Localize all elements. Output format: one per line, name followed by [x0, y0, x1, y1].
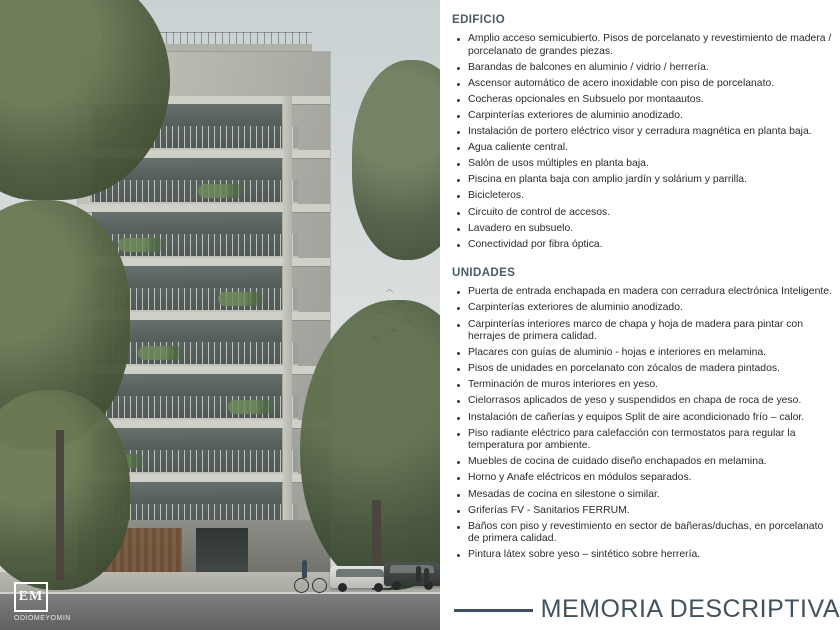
bird-icon: ︿ [404, 316, 411, 323]
logo-monogram: EM [14, 582, 48, 612]
car-wheel [374, 583, 383, 592]
car-window [336, 569, 384, 577]
list-item: Carpinterías interiores marco de chapa y hoja de madera para pintar con herrajes de primera calidad. [452, 319, 834, 344]
list-item: Muebles de cocina de cuidado diseño enchapados en melamina. [452, 456, 834, 469]
bird-icon: ︿ [378, 308, 385, 315]
facade-pillar [283, 258, 292, 312]
bird-icon: ︿ [386, 286, 393, 293]
list-item: Conectividad por fibra óptica. [452, 239, 834, 252]
floor-slab [78, 204, 330, 212]
cyclist [302, 560, 307, 578]
list-item: Bicicleteros. [452, 190, 834, 203]
balcony-railing [88, 180, 298, 204]
footer [440, 595, 840, 624]
tree-trunk [56, 430, 64, 580]
list-item: Instalación de cañerías y equipos Split de aire acondicionado frío – calor. [452, 412, 834, 425]
specifications-panel [440, 0, 840, 630]
list-item: Pisos de unidades en porcelanato con zócalos de madera pintados. [452, 363, 834, 376]
facade-pillar [283, 312, 292, 366]
floor-slab [78, 420, 330, 428]
pedestrian [416, 566, 421, 582]
edificio-list [452, 33, 834, 251]
bird-icon: ︿ [372, 334, 379, 341]
list-item: Piso radiante eléctrico para calefacción con termostatos para regular la temperatura por ambiente. [452, 428, 834, 453]
list-item: Pintura látex sobre yeso – sintético sobre herrería. [452, 549, 834, 562]
pedestrian [424, 568, 429, 584]
planter-greenery [218, 292, 264, 306]
footer-title: MEMORIA DESCRIPTIVA [540, 595, 840, 623]
planter-greenery [118, 238, 164, 252]
logo-wordmark: ODIOMEYOMIN [14, 615, 71, 622]
list-item: Lavadero en subsuelo. [452, 223, 834, 236]
list-item: Baños con piso y revestimiento en sector de bañeras/duchas, en porcelanato de primera calidad. [452, 521, 834, 546]
list-item: Salón de usos múltiples en planta baja. [452, 158, 834, 171]
facade-pillar [283, 366, 292, 420]
section-title-edificio: EDIFICIO [452, 14, 506, 26]
list-item: Griferías FV - Sanitarios FERRUM. [452, 505, 834, 518]
list-item: Terminación de muros interiores en yeso. [452, 379, 834, 392]
bicycle-wheel [294, 578, 309, 593]
parked-car [384, 562, 440, 586]
facade-pillar [283, 96, 292, 150]
section-title-unidades: UNIDADES [452, 267, 516, 280]
facade-pillar [283, 150, 292, 204]
footer-divider [454, 609, 533, 612]
list-item: Carpinterías exteriores de aluminio anodizado. [452, 110, 834, 123]
facade-pillar [283, 204, 292, 258]
bicycle-wheel [312, 578, 327, 593]
list-item: Horno y Anafe eléctricos en módulos separados. [452, 472, 834, 485]
list-item: Piscina en planta baja con amplio jardín y solárium y parrilla. [452, 174, 834, 187]
list-item: Carpinterías exteriores de aluminio anodizado. [452, 302, 834, 315]
planter-greenery [228, 400, 274, 414]
list-item: Agua caliente central. [452, 142, 834, 155]
bird-icon: ︿ [390, 326, 397, 333]
list-item: Cielorrasos aplicados de yeso y suspendidos en chapa de roca de yeso. [452, 395, 834, 408]
parked-car [330, 566, 392, 588]
building-entrance [196, 528, 248, 578]
list-item: Barandas de balcones en aluminio / vidrio / herrería. [452, 62, 834, 75]
list-item: Cocheras opcionales en Subsuelo por montaautos. [452, 94, 834, 107]
car-wheel [392, 581, 401, 590]
list-item: Puerta de entrada enchapada en madera con cerradura electrónica Inteligente. [452, 286, 834, 299]
bird-icon: ︿ [398, 298, 405, 305]
planter-greenery [198, 184, 244, 198]
list-item: Amplio acceso semicubierto. Pisos de porcelanato y revestimiento de madera / porcelanato de grandes piezas. [452, 33, 834, 58]
list-item: Placares con guías de aluminio - hojas e interiores en melamina. [452, 347, 834, 360]
list-item: Instalación de portero eléctrico visor y cerradura magnética en planta baja. [452, 126, 834, 139]
unidades-list [452, 286, 834, 562]
list-item: Ascensor automático de acero inoxidable con piso de porcelanato. [452, 78, 834, 91]
planter-greenery [138, 346, 184, 360]
list-item: Circuito de control de accesos. [452, 207, 834, 220]
car-wheel [338, 583, 347, 592]
facade-pillar [283, 420, 292, 474]
list-item: Mesadas de cocina en silestone o similar. [452, 489, 834, 502]
brand-logo [14, 582, 88, 622]
